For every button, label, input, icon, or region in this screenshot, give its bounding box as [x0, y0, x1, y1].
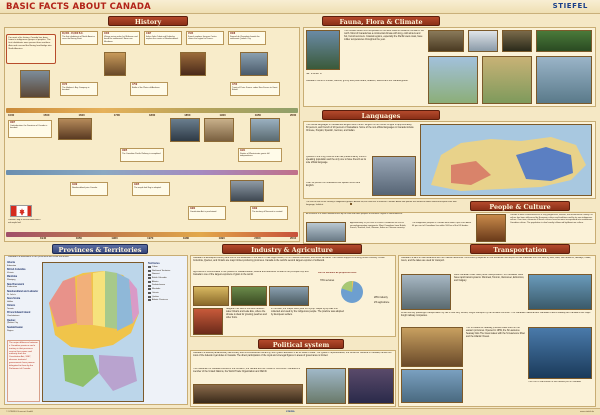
legend-swatch	[148, 292, 151, 294]
seaway-photo	[401, 369, 463, 403]
province-entry	[7, 276, 17, 281]
provinces-note: The major difference between a Canadian province and a territory is that provinces receive their power and authority from the Constitution Act, 1867, whereas territorial governments have powers delegated to them by the Parliament of Canada.	[7, 340, 40, 402]
province-capital: St. John's	[7, 293, 16, 296]
history-painting	[58, 118, 92, 140]
timeline-year: 1950	[254, 113, 261, 117]
provinces-intro: Canada is a federation of ten provinces and three territories.	[8, 256, 70, 258]
timeline-event: 1999 The territory of Nunavut is created.	[250, 206, 288, 220]
timeline-event: 1534 French explorer Jacques Cartier claims the region for France.	[186, 31, 224, 45]
moose-photo	[428, 30, 464, 52]
inuit-text: The fruit on one of the country's indigenous groups. Almost 60,000 Inuits live in northern Canada. About one quarter are settled on Baffin Island and speak their own language, Inuktitut.	[306, 201, 457, 206]
legend-label: British Columbia	[152, 277, 167, 280]
province-name: British Columbia	[7, 269, 26, 272]
legend-swatch	[148, 277, 151, 279]
parliament-photo	[306, 368, 346, 404]
timeline-event: 1965 The maple leaf flag is adopted.	[132, 182, 170, 196]
province-entry	[7, 320, 18, 325]
poster-title: BASIC FACTS ABOUT CANADA	[6, 2, 151, 12]
province-capital: Regina	[7, 329, 14, 332]
legend-swatch	[148, 299, 151, 301]
indigenous-text: The indigenous peoples of Canada form about 4 per cent. About 44 per cent of Canadians live within 100 km of the US border.	[412, 222, 472, 227]
industry-text: Canada is a developed country and one of the wealthiest in the world. It has huge forests, rich in mineral resources, and fertile farmland. The forests support a thriving timber industry. British Columbia, Quebec, and Ontario are major timber-producing provinces. Canada is the world's second largest exporter of softwood.	[193, 257, 385, 262]
industry-banner: Industry & Agriculture	[222, 244, 362, 254]
timeline-event: 1670 The Hudson's Bay Company is founded.	[60, 82, 98, 96]
government-photo	[348, 368, 394, 404]
ferry-photo	[528, 274, 592, 310]
gdp-title: Part of sections as proportion GDP:	[318, 272, 358, 274]
legend-entry	[148, 281, 186, 284]
gdp-pie-chart	[332, 279, 372, 305]
forest-photo	[536, 30, 592, 52]
legend-label: Yukon	[152, 266, 158, 268]
temperature-range: -40 °C to 40 °C	[306, 73, 322, 75]
timeline-year: 2010	[290, 236, 297, 240]
province-name: Manitoba	[7, 276, 18, 279]
timeline-year: 1980	[182, 236, 190, 240]
fruit-belt-text: Niagara Fruit Belt is the land between Lake Ontario and Lake Erie, where the climate is ideal for growing peaches and other fruits.	[226, 308, 267, 319]
timeline-event: 1949 Newfoundland joins Canada.	[70, 182, 108, 196]
climate-text: The climate varies from temperate on the west coast to subarctic climate in the north. Most of Canada has a continental climate with long, cold winters and hot, humid summers. Coastal regions, especially the Pacific west coast, have milder temperatures throughout the year.	[344, 30, 424, 41]
history-painting	[20, 70, 50, 98]
timeline-event: 1608 Samuel de Champlain founds the settlement Quebec City.	[228, 31, 266, 45]
timeline-year: 1940	[40, 236, 47, 240]
legend-swatch	[148, 274, 151, 276]
timeline-year: 1850	[184, 113, 191, 117]
bilingual-text: Over 40 percent of inhabitants can speak French and English.	[306, 182, 361, 187]
wheat-field-photo	[193, 286, 229, 306]
province-capital: Charlottetown	[7, 315, 20, 318]
bear-photo	[502, 30, 532, 52]
mounted-police-photo	[193, 384, 303, 404]
province-name: Quebec	[7, 319, 16, 322]
history-photo	[230, 180, 264, 202]
poster-header	[0, 0, 600, 14]
history-ship-painting	[240, 52, 268, 76]
languages-map	[420, 124, 592, 196]
timeline-event: 30,000 - 15,000 B.C. The first inhabitants of North America cross the Bering Strait.	[60, 31, 98, 45]
timeline-year: 1600	[78, 113, 85, 117]
timeline-year: 2000	[290, 113, 297, 117]
legend-entry	[148, 266, 186, 269]
quebec-city-photo	[372, 156, 416, 196]
timeline-year: 2000	[254, 236, 261, 240]
province-name: Saskatchewan	[7, 326, 23, 329]
timeline-event: 1867 Confederation: the Dominion of Canada is founded.	[8, 120, 52, 138]
timeline-event: 1759 Battle of the Plains of Abraham.	[130, 82, 168, 96]
inuit-photo	[306, 222, 346, 242]
legend-entry	[148, 288, 186, 291]
legend-label: Northwest Territories	[152, 269, 171, 272]
mountain-photo	[306, 30, 340, 70]
legend-swatch	[148, 285, 151, 287]
province-entry	[7, 298, 20, 303]
languages-banner: Languages	[322, 110, 440, 120]
province-capital: Fredericton	[7, 286, 18, 289]
fauna-banner: Fauna, Flora & Climate	[322, 16, 440, 26]
legend-entry	[148, 273, 186, 276]
totem-photo	[476, 214, 506, 242]
timeline-event: 1763 Treaty of Paris: France cedes New France to Great Britain.	[230, 82, 280, 96]
province-capital: Halifax	[7, 300, 14, 303]
people-banner: People & Culture	[470, 201, 570, 211]
vancouver-port-text: The Port of Vancouver is the busiest port in Canada.	[528, 381, 582, 383]
legend-label: Quebec	[152, 295, 160, 298]
legend-swatch	[148, 281, 151, 283]
history-painting	[204, 118, 234, 142]
province-name: Alberta	[7, 262, 15, 264]
logging-photo	[231, 286, 267, 306]
legend-swatch	[148, 288, 151, 290]
timeline-event: 1931 Statute of Westminster grants full independence.	[238, 148, 282, 162]
legend-entry	[148, 299, 186, 302]
province-list	[7, 262, 39, 334]
poster-footer	[0, 408, 600, 415]
mining-photo	[269, 286, 309, 306]
province-name: New Brunswick	[7, 283, 24, 286]
history-portrait	[104, 52, 126, 76]
provinces-legend	[148, 262, 186, 303]
maple-leaves-photo	[193, 308, 223, 335]
timeline-year: 1900	[219, 113, 226, 117]
history-portrait	[180, 52, 206, 76]
train-photo	[401, 327, 463, 367]
gdp-label: 28% industry	[374, 296, 388, 299]
transport-text: Canada is a land of vast distances and rich natural resources. Its economy depends on the extraction and export of raw materials from the land by sea, road, rail networks, railways, roads, rivers, and the lakes are used for transport.	[401, 257, 591, 262]
timeline-year: 1960	[111, 236, 118, 240]
gdp-label: 70% services	[320, 279, 335, 282]
history-intro: For most of its history, Canada has been home to indigenous groups of peoples. The first inhabitants were present from northern Asia and crossed the Bering land bridge into North America.	[6, 34, 56, 64]
legend-swatch	[148, 266, 151, 268]
port-photo	[528, 327, 592, 379]
legend-title: Territories	[148, 262, 160, 265]
agriculture-text: Agriculture is concentrated in the prairies of Saskatchewan, Alberta and Manitoba. Wheat is the principal crop and Canada is one of the largest exporters of grain in the world.	[193, 271, 309, 276]
legend-label: Nunavut	[152, 273, 160, 276]
province-capital: Toronto	[7, 307, 14, 310]
rail-text: While intercity passenger transportation by rail is now very limited, freight transport by rail remains common. The Canadian National and Canadian Pacific Railway are Canada's two major freight railway companies.	[401, 312, 591, 317]
provinces-map	[42, 262, 144, 402]
quebec-text: Québec is the only province that has predominantly French-speaking population and the only one to have French as its sole official language.	[306, 156, 367, 164]
history-banner: History	[108, 16, 188, 26]
languages-text: The official languages in Canada are English and French. English is the mother tongue of approximately 60 percent, and French of 20 percent of Canadians. Some of the non-official languages in Canada include Chinese, Punjabi, Spanish, German, and Italian.	[306, 124, 414, 132]
legend-entry	[148, 296, 186, 299]
legend-label: Alberta	[152, 280, 159, 283]
inukshuk-text: An inukshuk is a stone landmark built by the Inuit and other peoples of the Arctic region of North America.	[306, 213, 403, 215]
province-capital: Winnipeg	[7, 279, 16, 282]
legend-entry	[148, 277, 186, 280]
climate-map	[428, 56, 478, 104]
publisher-logo: STIEFEL	[552, 2, 588, 10]
legend-entry	[148, 292, 186, 295]
history-portrait	[170, 118, 200, 142]
seaway-text: The St Lawrence Seaway provides trade links for the eastern provinces. Opened in 1959, the St Lawrence Seaway links The Great Lakes with the St Lawrence River and the Atlantic Ocean.	[466, 327, 526, 338]
province-entry	[7, 262, 16, 267]
parliament-text: The Parliament of Canada consists of the monarch, the Senate and the House of Commons. Canada is a member of the United Nations, the World Trade Organization and OECD.	[193, 368, 300, 373]
timeline-band-2	[6, 170, 298, 175]
footer-copyright: © STIEFEL Eurocart GmbH	[6, 411, 33, 413]
timeline-year: 1700	[113, 113, 120, 117]
gdp-label: 2% agriculture	[374, 301, 390, 304]
culture-text: Canada is often characterized as a very progressive, diverse, and multicultural country. Its culture has been influenced by European culture and traditions and by its own indigenous culture. Over time, elements of these cultures have become incorporated into mainstream Canadian culture. The population is also heavily influenced by American culture.	[510, 214, 593, 225]
timeline-year: 1000	[8, 113, 15, 117]
spacer	[350, 203, 352, 205]
province-capital: Edmonton	[7, 264, 17, 267]
timeline-year: 1950	[75, 236, 82, 240]
timeline-event: 1982 Constitution Act is proclaimed.	[188, 206, 226, 220]
footer-url: www.stiefel.de	[580, 411, 594, 413]
timeline-event: 1497 Italian John Cabot and Frobisher explore the coasts of Newfoundland.	[144, 31, 182, 45]
political-text: Canada is a federal parliamentary democracy and a constitutional monarchy, with Queen Elizabeth II as its head of state. The Queen's representative, the Governor General of Canada, carries out most of the federal royal duties in Canada. The direct participation of the royal and viceregal figures in areas of governance is limited.	[193, 352, 392, 357]
legend-entry	[148, 284, 186, 287]
animals-text: Canada is home to moose, caribou, grizzly and polar bears, beavers, wolves and the Canada goose.	[306, 80, 409, 82]
canada-flag-icon	[10, 205, 32, 217]
provinces-banner: Provinces & Territories	[52, 244, 148, 254]
political-banner: Political system	[258, 339, 344, 349]
province-entry	[7, 305, 15, 310]
legend-label: Ontario	[152, 291, 159, 294]
legend-label: Manitoba	[152, 288, 161, 291]
timeline-year: 1990	[218, 236, 225, 240]
transport-banner: Transportation	[470, 244, 570, 254]
vegetation-photo	[482, 56, 532, 104]
province-entry	[7, 291, 38, 296]
immigration-text: Approximately 41 per cent of current Canadians are first or second-generation immigrants. Most Canadians have British, French, Scottish, Irish, German, Italian or Chinese ancestry.	[350, 222, 407, 230]
timeline-event: 1000 Vikings arrive under Leif Eriksson and found the settlement L'Anse aux Meadows.	[102, 31, 140, 45]
footer-logo: STIEFEL	[286, 411, 295, 413]
flag-caption: Canada's flag is red and white with a red maple leaf.	[8, 219, 41, 224]
province-capital: Victoria	[7, 271, 14, 274]
legend-swatch	[148, 270, 151, 272]
city-transit-photo	[401, 274, 451, 310]
maple-syrup-text: In the east, the maple trees yield rich syrup. Maple syrup was first collected and used by the indigenous people. The practice was adopted by European settlers.	[271, 308, 344, 316]
transit-text: Most Canadian cities have public transportation. Six Canadian cities have rapid transit systems: Montreal, Toronto, Vancouver, Edmonton, and Calgary.	[454, 274, 525, 282]
timeline-event: 1885 The Canadian Pacific Railway is completed.	[120, 148, 164, 162]
province-name: Nova Scotia	[7, 298, 21, 300]
timeline-year: 1800	[149, 113, 156, 117]
legend-label: Saskatchewan	[152, 284, 166, 287]
province-entry	[7, 269, 25, 274]
legend-entry	[148, 270, 186, 273]
polar-bear-photo	[468, 30, 498, 52]
timeline-year: 1970	[147, 236, 154, 240]
province-entry	[7, 327, 23, 332]
province-name: Prince Edward Island	[7, 312, 31, 315]
legend-label: Atlantic Provinces	[152, 299, 168, 302]
province-name: Ontario	[7, 305, 16, 308]
province-entry	[7, 312, 30, 317]
province-name: Newfoundland and Labrador	[7, 290, 39, 293]
province-entry	[7, 284, 24, 289]
history-photo	[250, 118, 280, 142]
province-capital: Quebec City	[7, 322, 19, 325]
legend-swatch	[148, 296, 151, 298]
beaver-photo	[536, 56, 592, 104]
timeline-year: 1500	[43, 113, 50, 117]
